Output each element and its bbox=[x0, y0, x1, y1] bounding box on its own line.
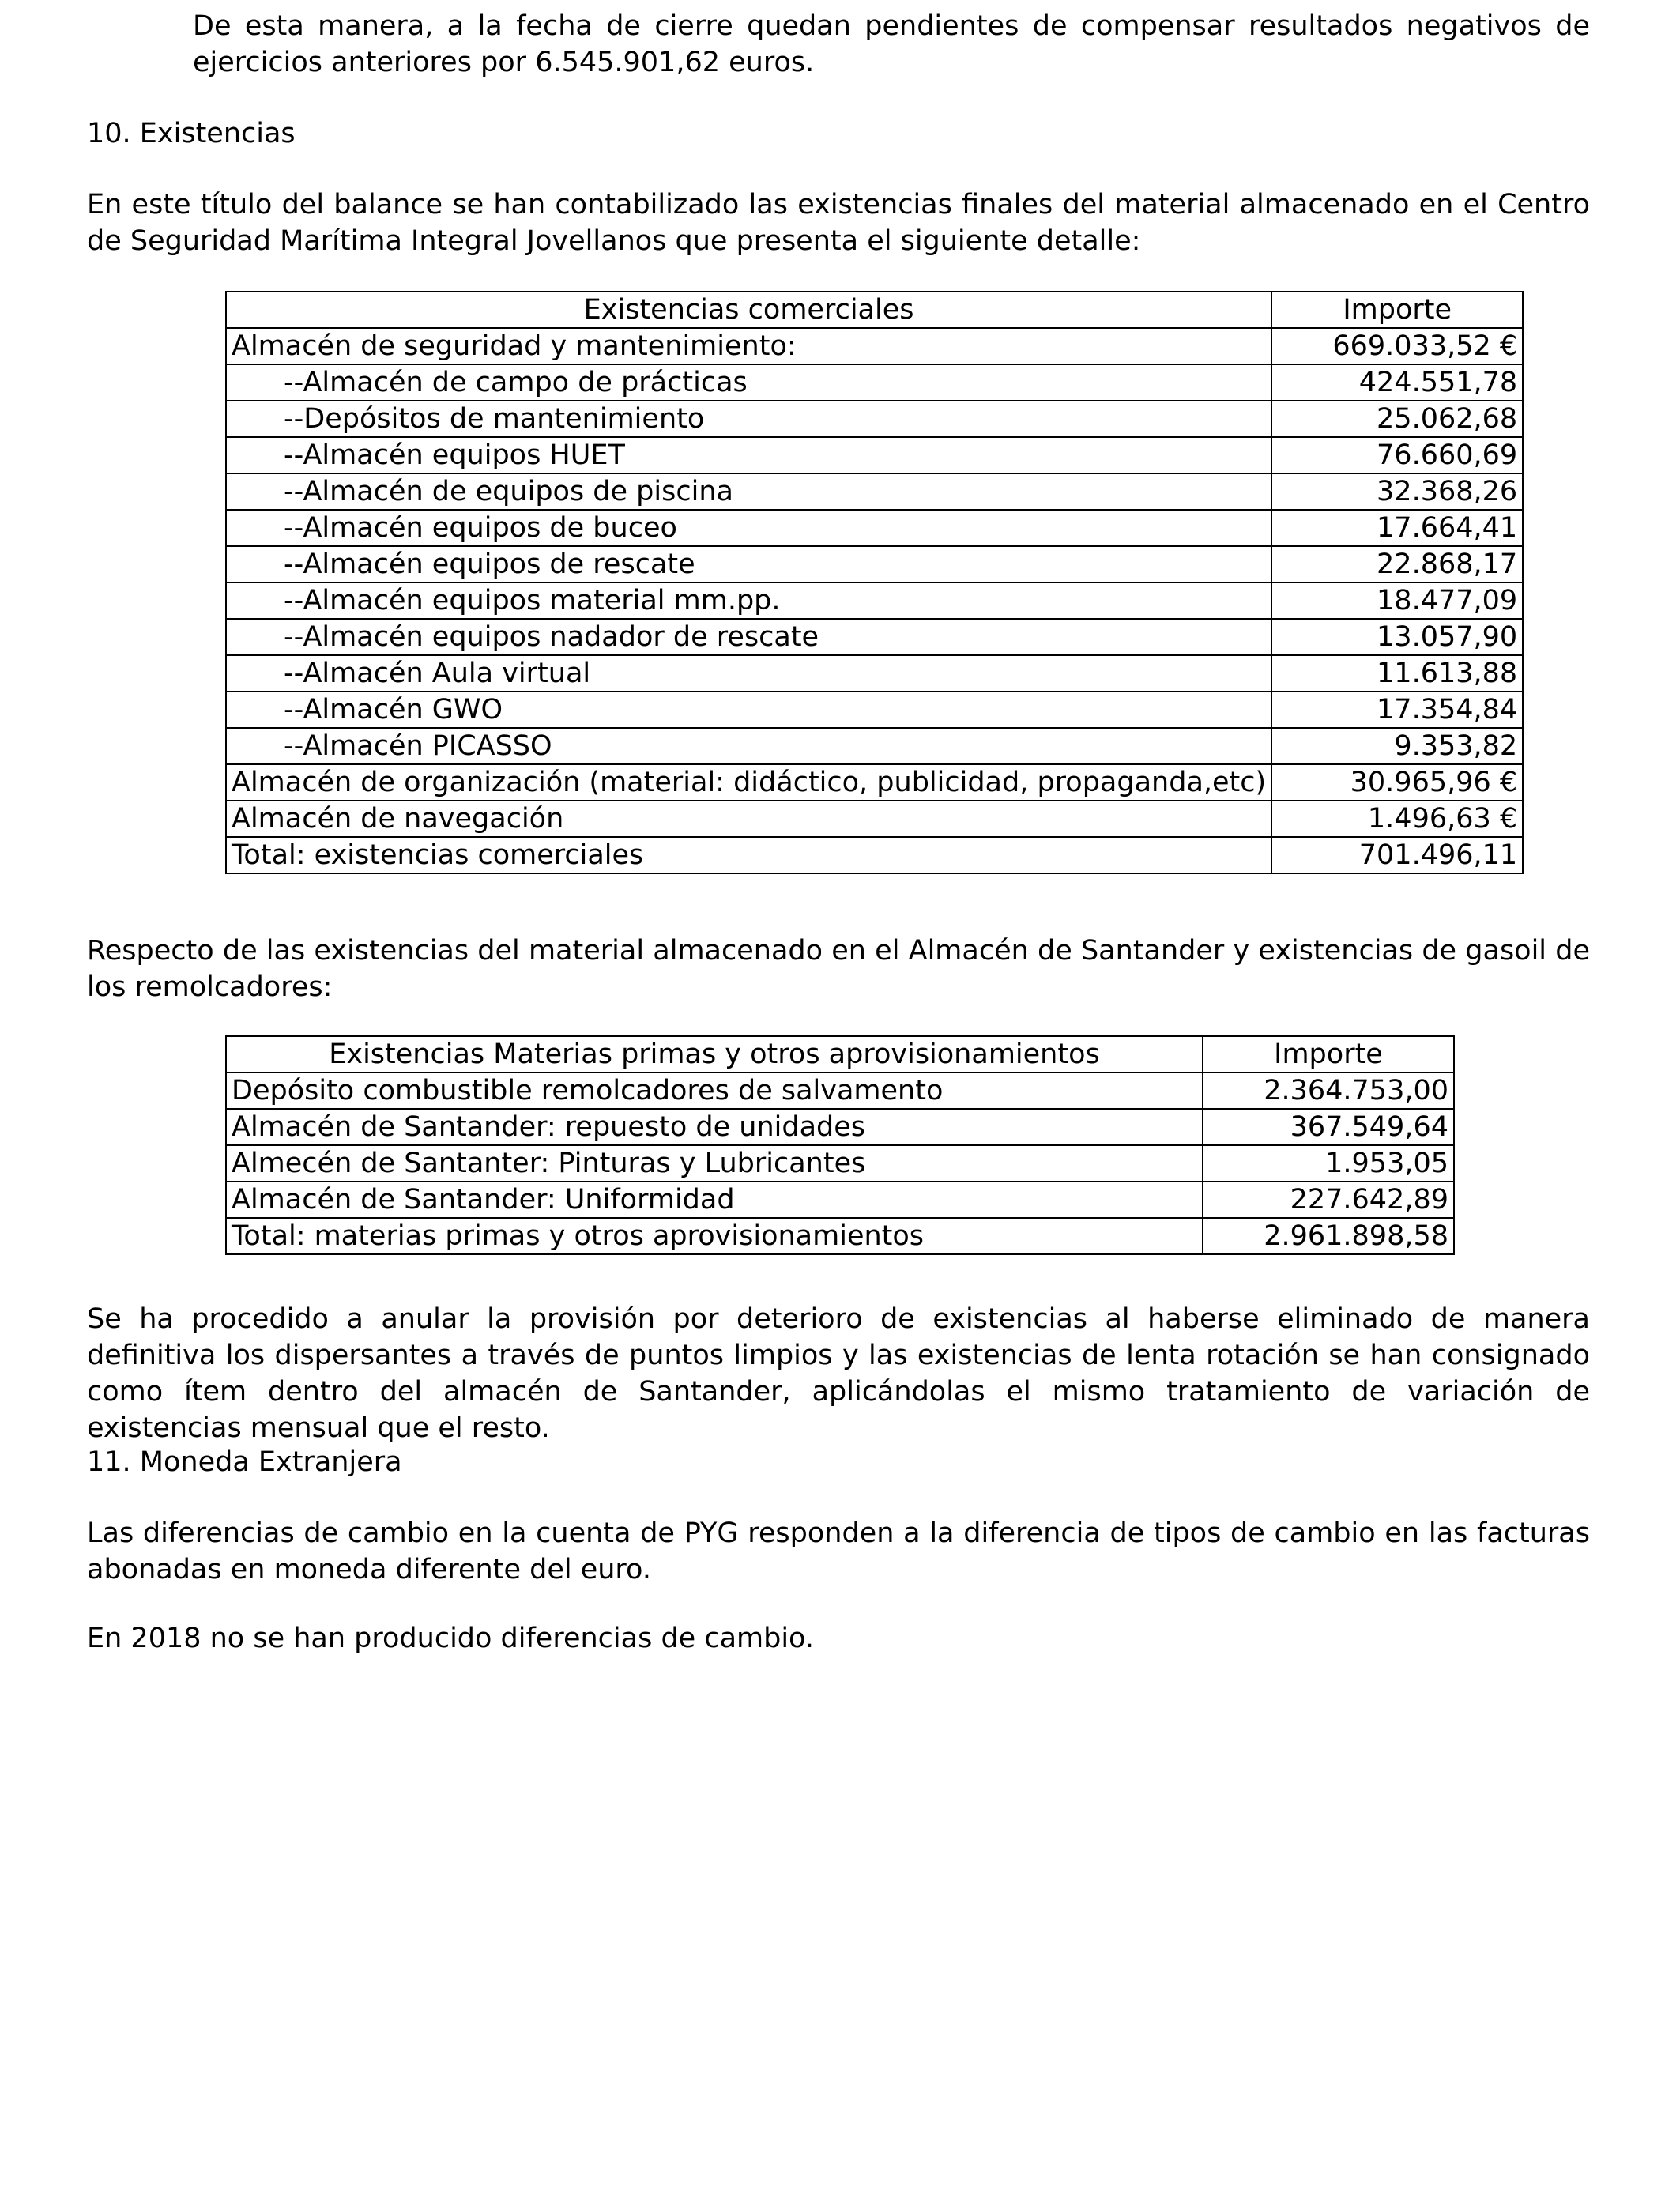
table-header-row bbox=[226, 292, 1523, 328]
table-row bbox=[226, 801, 1523, 837]
row-amount: 13.057,90 bbox=[1271, 619, 1523, 655]
row-description: Almacén de Santander: Uniformidad bbox=[226, 1182, 1203, 1218]
table-body bbox=[226, 328, 1523, 873]
row-amount: 424.551,78 bbox=[1271, 364, 1523, 401]
table-header-amount: Importe bbox=[1271, 292, 1523, 328]
row-amount: 1.496,63 € bbox=[1271, 801, 1523, 837]
row-description: --Almacén Aula virtual bbox=[226, 655, 1271, 692]
row-description: --Almacén equipos nadador de rescate bbox=[226, 619, 1271, 655]
row-description: Almacén de navegación bbox=[226, 801, 1271, 837]
row-description: Almecén de Santanter: Pinturas y Lubricantes bbox=[226, 1145, 1203, 1182]
table-row bbox=[226, 728, 1523, 764]
row-amount: 30.965,96 € bbox=[1271, 764, 1523, 801]
table-row bbox=[226, 546, 1523, 582]
table-row bbox=[226, 510, 1523, 546]
section-10-paragraph: En este título del balance se han contabilizado las existencias finales del material almacenado en el Centro de Seguridad Marítima Integral Jovellanos que presenta el siguiente detalle: bbox=[87, 189, 1590, 257]
table-row bbox=[226, 1218, 1454, 1254]
table-row bbox=[226, 655, 1523, 692]
row-amount: 2.961.898,58 bbox=[1203, 1218, 1454, 1254]
section-11-paragraph-2: En 2018 no se han producido diferencias de cambio. bbox=[87, 1623, 814, 1654]
section-10-paragraph-3: Se ha procedido a anular la provisión por deterioro de existencias al haberse eliminado de manera definitiva los dispersantes a través de puntos limpios y las existencias de lenta rotación se han consignado como ítem dentro del almacén de Santander, aplicándolas el mismo tratamiento de variación de existencias mensual que el resto. bbox=[87, 1303, 1590, 1444]
table-row bbox=[226, 1072, 1454, 1109]
row-description: Almacén de organización (material: didáctico, publicidad, propaganda,etc) bbox=[226, 764, 1271, 801]
table-row bbox=[226, 437, 1523, 473]
row-description: --Almacén equipos HUET bbox=[226, 437, 1271, 473]
table-row bbox=[226, 401, 1523, 437]
table-row bbox=[226, 619, 1523, 655]
row-description: --Almacén equipos material mm.pp. bbox=[226, 582, 1271, 619]
row-amount: 25.062,68 bbox=[1271, 401, 1523, 437]
row-amount: 11.613,88 bbox=[1271, 655, 1523, 692]
row-description: --Almacén GWO bbox=[226, 692, 1271, 728]
row-amount: 76.660,69 bbox=[1271, 437, 1523, 473]
row-description: --Almacén PICASSO bbox=[226, 728, 1271, 764]
row-description: --Almacén equipos de buceo bbox=[226, 510, 1271, 546]
row-description: --Depósitos de mantenimiento bbox=[226, 401, 1271, 437]
table-header-desc: Existencias comerciales bbox=[226, 292, 1271, 328]
table-row bbox=[226, 328, 1523, 364]
row-description: Total: materias primas y otros aprovisionamientos bbox=[226, 1218, 1203, 1254]
table-body bbox=[226, 1072, 1454, 1254]
section-10-paragraph-2: Respecto de las existencias del material almacenado en el Almacén de Santander y existencias de gasoil de los remolcadores: bbox=[87, 935, 1590, 1003]
row-amount: 669.033,52 € bbox=[1271, 328, 1523, 364]
existencias-comerciales-table bbox=[225, 291, 1524, 874]
materias-primas-table bbox=[225, 1035, 1455, 1255]
table-row bbox=[226, 1182, 1454, 1218]
row-description: Total: existencias comerciales bbox=[226, 837, 1271, 873]
intro-paragraph: De esta manera, a la fecha de cierre quedan pendientes de compensar resultados negativos de ejercicios anteriores por 6.545.901,62 euros. bbox=[193, 10, 1590, 78]
table-row bbox=[226, 582, 1523, 619]
table-header-row bbox=[226, 1036, 1454, 1072]
row-amount: 2.364.753,00 bbox=[1203, 1072, 1454, 1109]
row-description: --Almacén de equipos de piscina bbox=[226, 473, 1271, 510]
section-11-paragraph: Las diferencias de cambio en la cuenta de PYG responden a la diferencia de tipos de cambio en las facturas abonadas en moneda diferente del euro. bbox=[87, 1517, 1590, 1585]
table-header-desc: Existencias Materias primas y otros aprovisionamientos bbox=[226, 1036, 1203, 1072]
table-row bbox=[226, 764, 1523, 801]
row-amount: 18.477,09 bbox=[1271, 582, 1523, 619]
row-amount: 227.642,89 bbox=[1203, 1182, 1454, 1218]
row-amount: 32.368,26 bbox=[1271, 473, 1523, 510]
row-amount: 22.868,17 bbox=[1271, 546, 1523, 582]
row-amount: 17.664,41 bbox=[1271, 510, 1523, 546]
table-row bbox=[226, 1109, 1454, 1145]
table-header-amount: Importe bbox=[1203, 1036, 1454, 1072]
row-description: Almacén de seguridad y mantenimiento: bbox=[226, 328, 1271, 364]
row-amount: 367.549,64 bbox=[1203, 1109, 1454, 1145]
row-amount: 17.354,84 bbox=[1271, 692, 1523, 728]
table-row bbox=[226, 1145, 1454, 1182]
row-amount: 1.953,05 bbox=[1203, 1145, 1454, 1182]
section-11-heading: 11. Moneda Extranjera bbox=[87, 1446, 402, 1478]
row-description: --Almacén equipos de rescate bbox=[226, 546, 1271, 582]
section-10-heading: 10. Existencias bbox=[87, 118, 296, 149]
table-row bbox=[226, 692, 1523, 728]
table-row bbox=[226, 473, 1523, 510]
row-description: Depósito combustible remolcadores de salvamento bbox=[226, 1072, 1203, 1109]
row-description: --Almacén de campo de prácticas bbox=[226, 364, 1271, 401]
row-description: Almacén de Santander: repuesto de unidades bbox=[226, 1109, 1203, 1145]
row-amount: 701.496,11 bbox=[1271, 837, 1523, 873]
row-amount: 9.353,82 bbox=[1271, 728, 1523, 764]
table-row bbox=[226, 364, 1523, 401]
table-row bbox=[226, 837, 1523, 873]
